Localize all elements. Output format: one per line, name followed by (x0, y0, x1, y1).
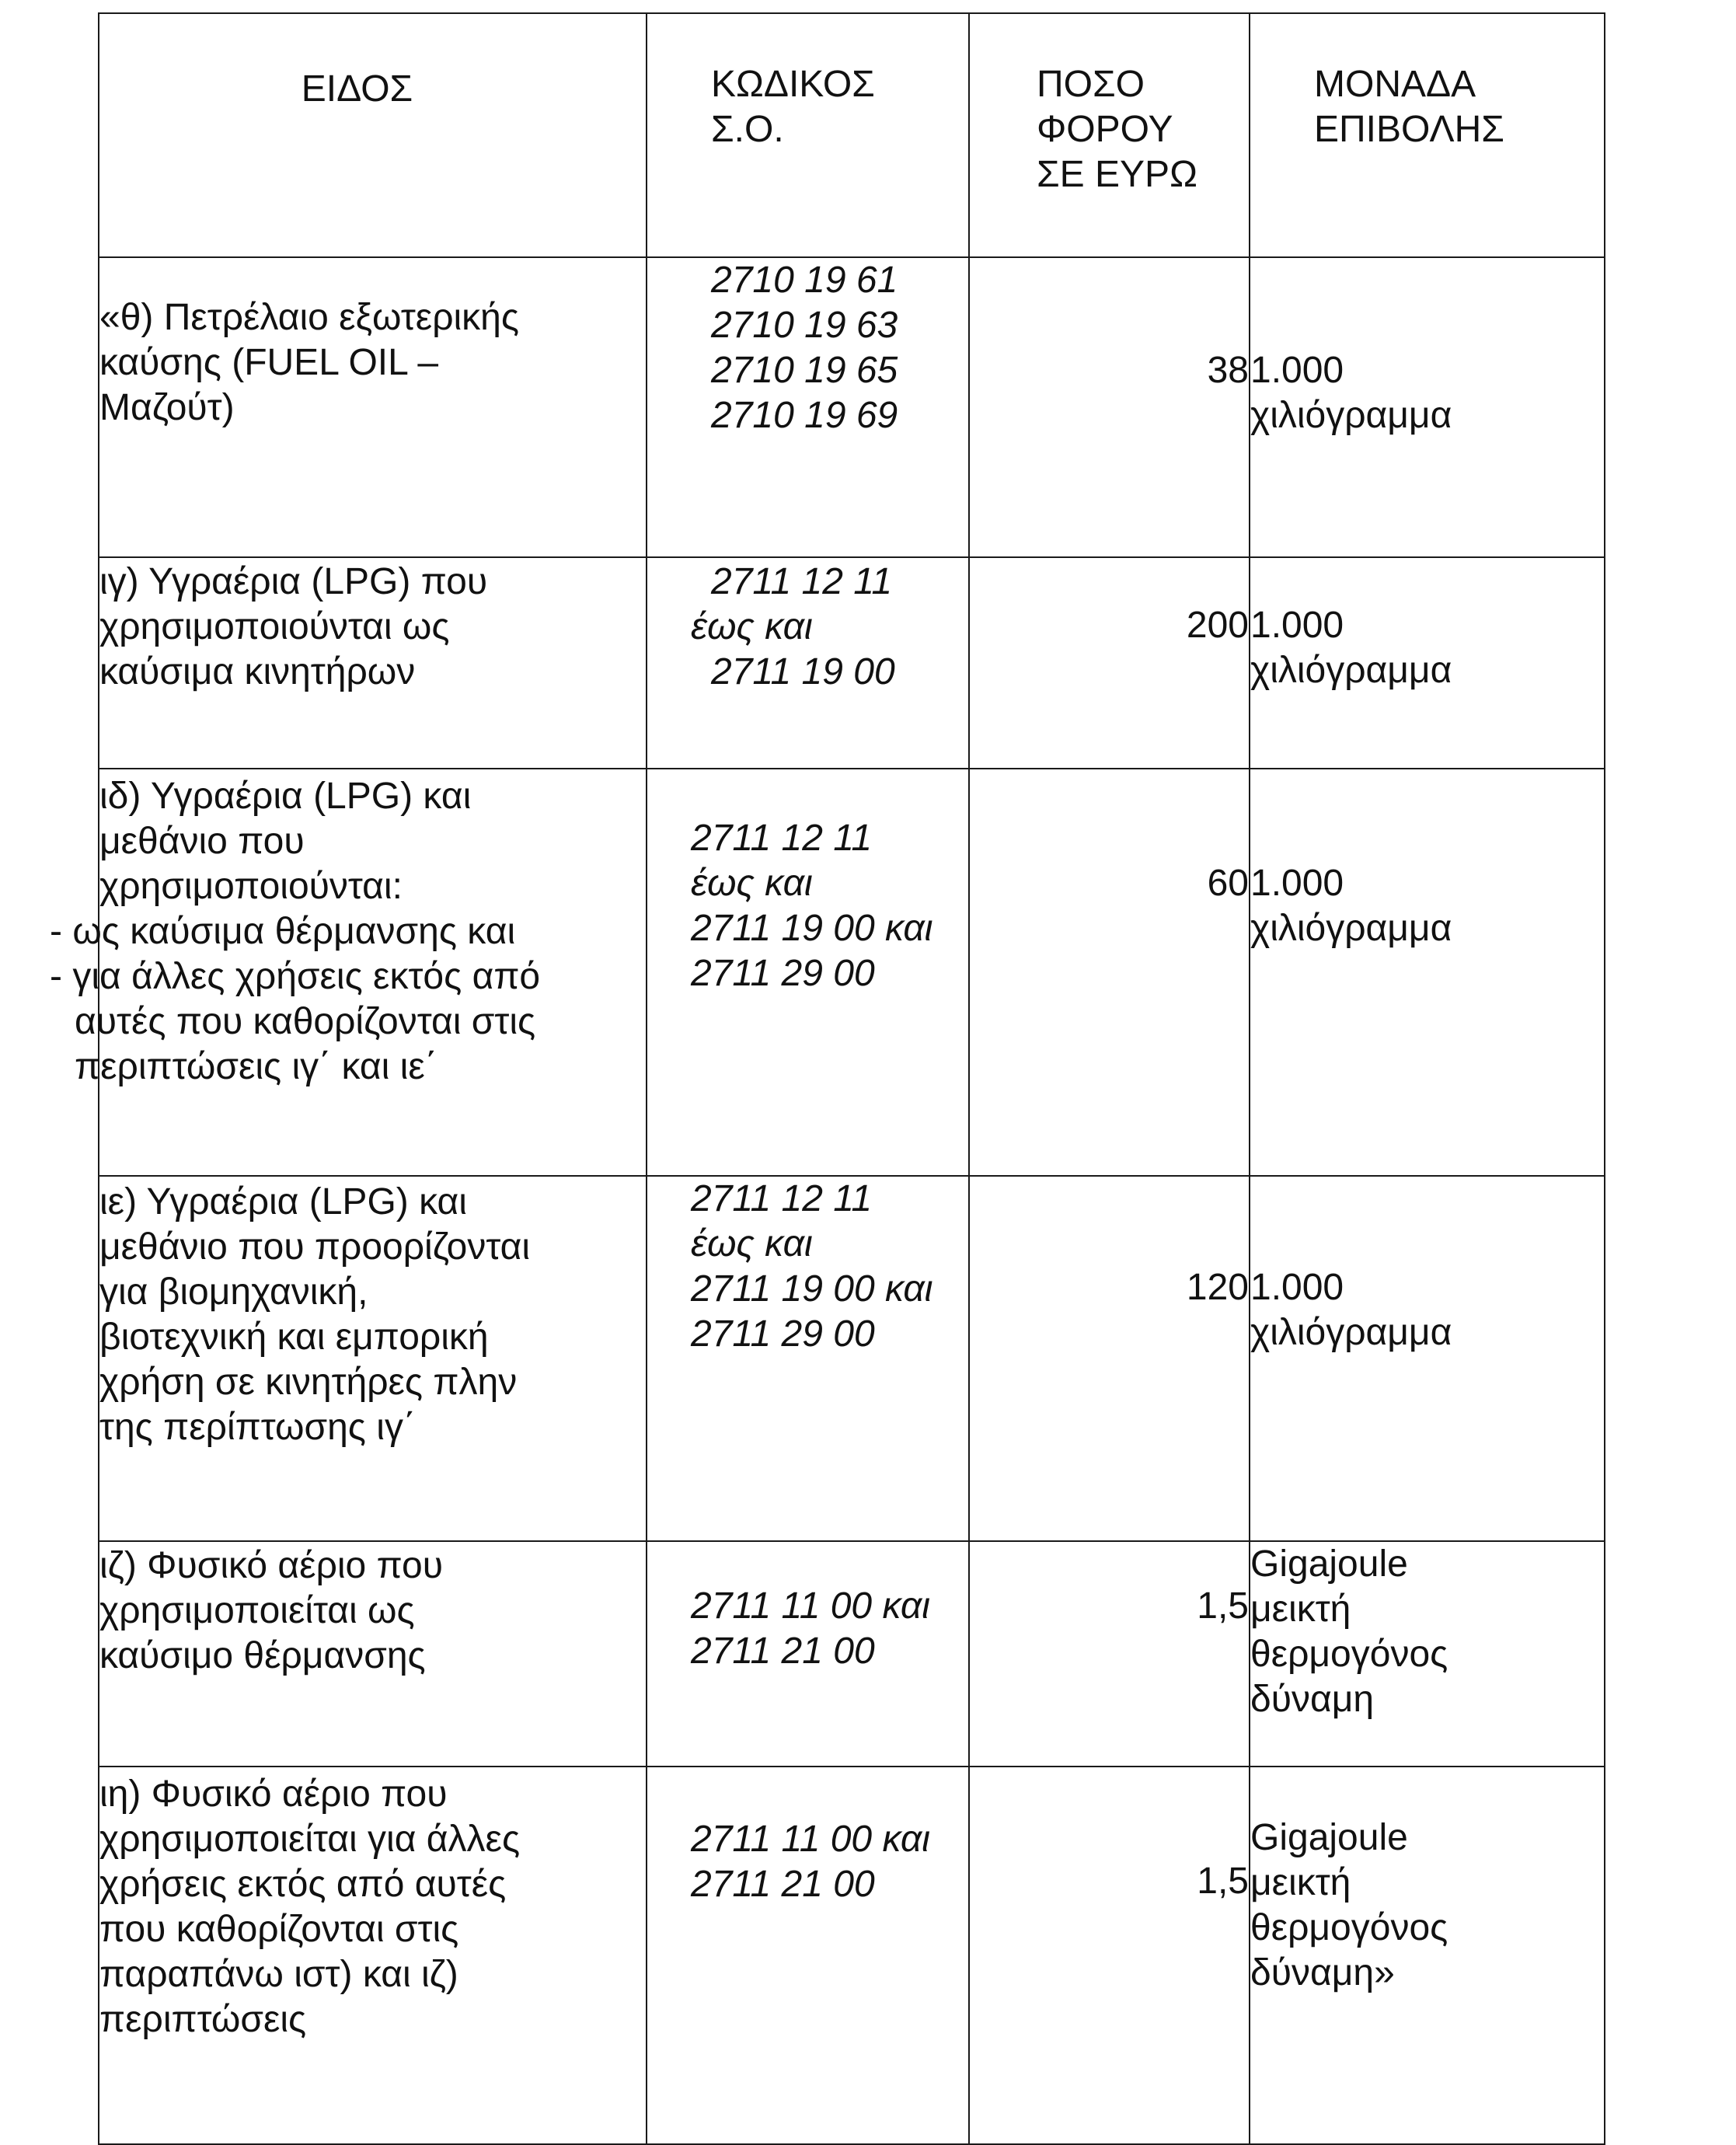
header-monada-line2: ΕΠΙΒΟΛΗΣ (1314, 109, 1504, 150)
unit-line: Gigajoule (1250, 1543, 1408, 1585)
row-description (99, 1767, 647, 2144)
code-line: 2711 19 00 και (691, 908, 933, 949)
unit-line: χιλιόγραμμα (1250, 650, 1452, 691)
unit-line: δύναμη» (1250, 1952, 1395, 1993)
unit-line: χιλιόγραμμα (1250, 1312, 1452, 1353)
desc-line: που καθορίζονται στις (99, 1909, 459, 1950)
header-kodikos-line2: Σ.Ο. (711, 109, 784, 150)
unit-line: θερμογόνος (1250, 1634, 1448, 1675)
amount-value: 60 (1207, 863, 1249, 904)
code-line: 2711 21 00 (691, 1631, 875, 1672)
desc-line: χρησιμοποιείται για άλλες (99, 1819, 521, 1860)
row-unit (1250, 1541, 1605, 1767)
unit-line: Gigajoule (1250, 1817, 1408, 1858)
code-line: 2711 11 00 και (691, 1585, 930, 1627)
table-row (99, 1767, 1605, 2144)
desc-line: χρησιμοποιούνται: (99, 866, 403, 907)
amount-value: 1,5 (1197, 1585, 1249, 1627)
desc-line: μεθάνιο που προορίζονται (99, 1226, 531, 1268)
amount-value: 38 (1207, 350, 1249, 391)
code-line: 2710 19 63 (711, 305, 898, 346)
header-monada (1250, 13, 1605, 257)
table-row (99, 1176, 1605, 1541)
unit-line: 1.000 (1250, 350, 1344, 391)
row-amount (969, 1176, 1250, 1541)
desc-line: χρήσεις εκτός από αυτές (99, 1864, 507, 1905)
code-line: 2711 12 11 (691, 1178, 873, 1219)
row-description (99, 1541, 647, 1767)
desc-line: για βιομηχανική, (99, 1271, 368, 1313)
header-kodikos (647, 13, 969, 257)
desc-line: περιπτώσεις ιγ΄ και ιε΄ (75, 1046, 437, 1087)
table-row (99, 257, 1605, 557)
row-description (99, 1176, 647, 1541)
desc-line: αυτές που καθορίζονται στις (75, 1001, 536, 1042)
header-poso (969, 13, 1250, 257)
code-line: 2711 12 11 (711, 561, 893, 602)
header-poso-line1: ΠΟΣΟ (1037, 64, 1145, 105)
row-unit (1250, 257, 1605, 557)
row-description (99, 257, 647, 557)
row-codes (647, 1767, 969, 2144)
desc-line: παραπάνω ιστ) και ιζ) (99, 1954, 458, 1995)
code-line: 2711 29 00 (691, 953, 875, 994)
code-line: έως και (691, 863, 813, 904)
header-eidos-text: ΕΙΔΟΣ (301, 68, 413, 110)
desc-line: ιδ) Υγραέρια (LPG) και (99, 776, 472, 817)
code-line: έως και (691, 606, 813, 647)
tax-rates-table (50, 12, 1605, 2145)
desc-line: χρησιμοποιούνται ως (99, 606, 450, 647)
header-eidos (99, 13, 647, 257)
table-header-row (99, 13, 1605, 257)
unit-line: θερμογόνος (1250, 1907, 1448, 1948)
amount-value: 1,5 (1197, 1861, 1249, 1902)
row-codes (647, 257, 969, 557)
code-line: 2711 29 00 (691, 1313, 875, 1355)
row-amount (969, 1541, 1250, 1767)
row-codes (647, 769, 969, 1176)
desc-line: ιζ) Φυσικό αέριο που (99, 1545, 443, 1586)
desc-line: Μαζούτ) (99, 387, 235, 428)
desc-line: μεθάνιο που (99, 821, 305, 862)
row-unit (1250, 557, 1605, 769)
desc-line: χρήση σε κινητήρες πλην (99, 1362, 518, 1403)
row-description (99, 557, 647, 769)
row-unit (1250, 769, 1605, 1176)
desc-dash-line: - για άλλες χρήσεις εκτός από (50, 956, 541, 997)
table-row (99, 557, 1605, 769)
desc-line: «θ) Πετρέλαιο εξωτερικής (99, 297, 519, 338)
row-amount (969, 557, 1250, 769)
row-unit (1250, 1767, 1605, 2144)
row-amount (969, 1767, 1250, 2144)
code-line: 2711 11 00 και (691, 1819, 930, 1860)
desc-line: καύσιμα κινητήρων (99, 651, 416, 692)
unit-line: 1.000 (1250, 863, 1344, 904)
desc-line: ιγ) Υγραέρια (LPG) που (99, 561, 488, 602)
row-amount (969, 769, 1250, 1176)
code-line: 2711 12 11 (691, 818, 873, 859)
unit-line: χιλιόγραμμα (1250, 395, 1452, 436)
desc-line: χρησιμοποιείται ως (99, 1590, 415, 1631)
desc-line: της περίπτωσης ιγ΄ (99, 1407, 416, 1448)
unit-line: δύναμη (1250, 1679, 1375, 1720)
desc-line: βιοτεχνική και εμπορική (99, 1317, 489, 1358)
row-codes (647, 557, 969, 769)
unit-line: χιλιόγραμμα (1250, 908, 1452, 949)
row-amount (969, 257, 1250, 557)
header-poso-line2: ΦΟΡΟΥ (1037, 109, 1173, 150)
unit-line: 1.000 (1250, 605, 1344, 646)
amount-value: 200 (1186, 605, 1249, 646)
row-codes (647, 1176, 969, 1541)
unit-line: μεικτή (1250, 1589, 1351, 1630)
code-line: 2711 19 00 και (691, 1268, 933, 1310)
header-poso-line3: ΣΕ ΕΥΡΩ (1037, 154, 1197, 195)
code-line: 2711 21 00 (691, 1864, 875, 1905)
code-line: 2710 19 61 (711, 260, 898, 301)
table-row (99, 769, 1605, 1176)
desc-dash-line: - ως καύσιμα θέρμανσης και (50, 911, 516, 952)
header-monada-line1: ΜΟΝΑΔΑ (1314, 64, 1476, 105)
desc-line: καύσιμο θέρμανσης (99, 1635, 426, 1676)
amount-value: 120 (1186, 1267, 1249, 1308)
code-line: 2711 19 00 (711, 651, 895, 692)
code-line: 2710 19 69 (711, 395, 898, 436)
unit-line: μεικτή (1250, 1862, 1351, 1903)
table-row (99, 1541, 1605, 1767)
row-unit (1250, 1176, 1605, 1541)
unit-line: 1.000 (1250, 1267, 1344, 1308)
desc-line: περιπτώσεις (99, 1999, 307, 2040)
desc-line: ιε) Υγραέρια (LPG) και (99, 1181, 467, 1222)
row-description (50, 769, 647, 1176)
row-codes (647, 1541, 969, 1767)
header-kodikos-line1: ΚΩΔΙΚΟΣ (711, 64, 875, 105)
desc-line: ιη) Φυσικό αέριο που (99, 1774, 448, 1815)
code-line: έως και (691, 1223, 813, 1264)
desc-line: καύσης (FUEL OIL – (99, 342, 439, 383)
code-line: 2710 19 65 (711, 350, 898, 391)
